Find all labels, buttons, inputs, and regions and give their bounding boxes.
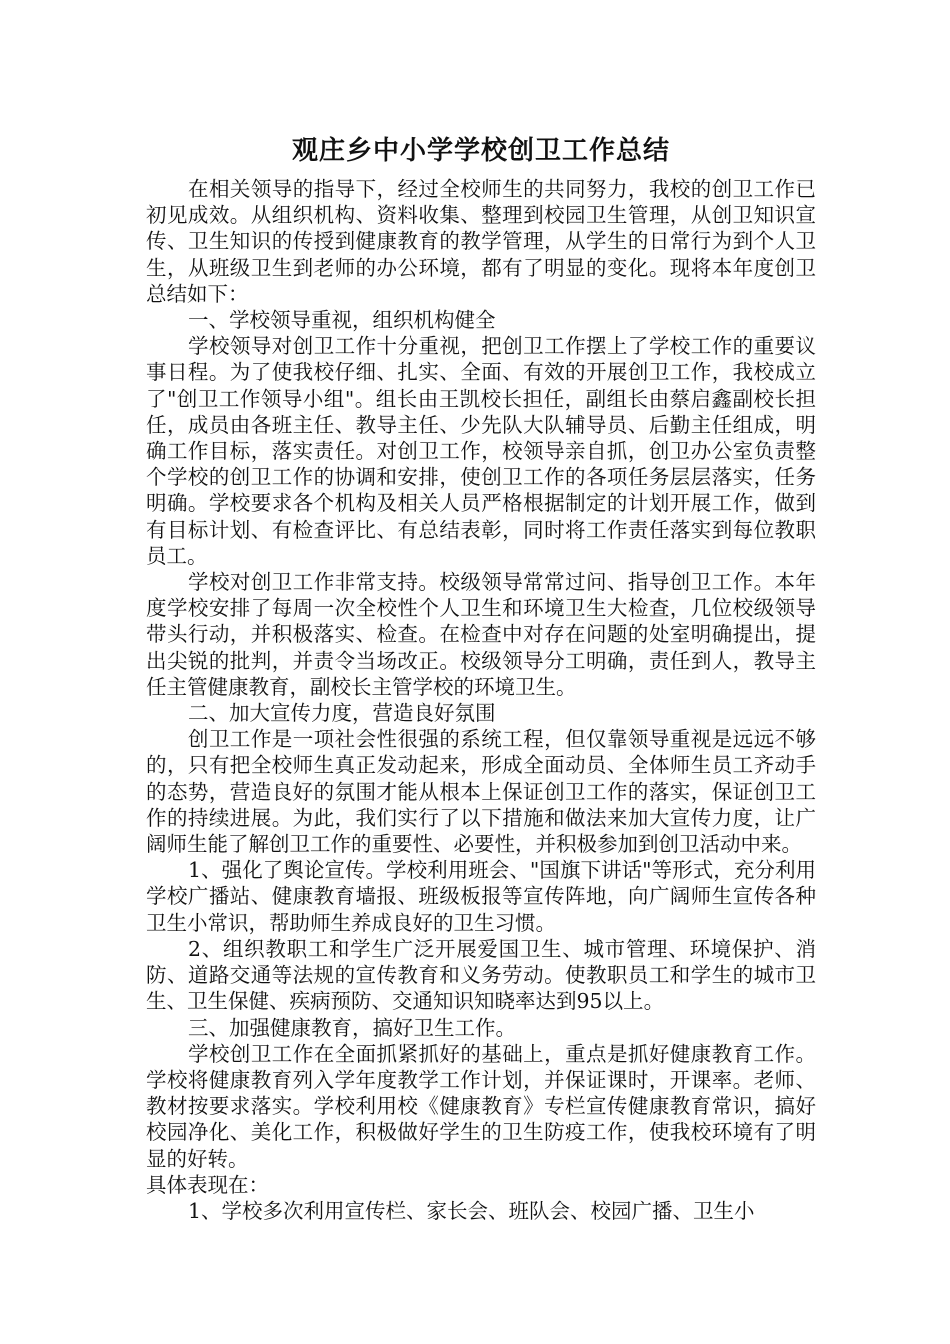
paragraph: 1、学校多次利用宣传栏、家长会、班队会、校园广播、卫生小 [188,1198,755,1223]
paragraph: 二、加大宣传力度，营造良好氛围 [188,701,496,726]
document-body [146,128,816,1224]
paragraph: 1、强化了舆论宣传。学校利用班会、"国旗下讲话"等形式，充分利用学校广播站、健康教育墙报、班级板报等宣传阵地，向广阔师生宣传各种卫生小常识，帮助师生养成良好的卫生习惯。 [146,858,816,935]
paragraph: 创卫工作是一项社会性很强的系统工程，但仅靠领导重视是远远不够的，只有把全校师生真正发动起来，形成全面动员、全体师生员工齐动手的态势，营造良好的氛围才能从根本上保证创卫工作的落实，保证创卫工作的持续进展。为此，我们实行了以下措施和做法来加大宣传力度，让广阔师生能了解创卫工作的重要性、必要性，并积极参加到创卫活动中来。 [146,727,816,857]
paragraph: 具体表现在： [146,1172,269,1197]
paragraph: 学校创卫工作在全面抓紧抓好的基础上，重点是抓好健康教育工作。学校将健康教育列入学年度教学工作计划，并保证课时，开课率。老师、教材按要求落实。学校利用校《健康教育》专栏宣传健康教育常识，搞好校园净化、美化工作，积极做好学生的卫生防疫工作，使我校环境有了明显的好转。 [146,1041,816,1171]
paragraph: 三、加强健康教育，搞好卫生工作。 [188,1015,516,1040]
paragraph: 学校领导对创卫工作十分重视，把创卫工作摆上了学校工作的重要议事日程。为了使我校仔细、扎实、全面、有效的开展创卫工作，我校成立了"创卫工作领导小组"。组长由王凯校长担任，副组长由蔡启鑫副校长担任，成员由各班主任、教导主任、少先队大队辅导员、后勤主任组成，明确工作目标，落实责任。对创卫工作，校领导亲自抓，创卫办公室负责整个学校的创卫工作的协调和安排，使创卫工作的各项任务层层落实，任务明确。学校要求各个机构及相关人员严格根据制定的计划开展工作，做到有目标计划、有检查评比、有总结表彰，同时将工作责任落实到每位教职员工。 [146,334,816,568]
paragraph: 学校对创卫工作非常支持。校级领导常常过问、指导创卫工作。本年度学校安排了每周一次全校性个人卫生和环境卫生大检查，几位校级领导带头行动，并积极落实、检查。在检查中对存在问题的处室明确提出，提出尖锐的批判，并责令当场改正。校级领导分工明确，责任到人，教导主任主管健康教育，副校长主管学校的环境卫生。 [146,570,816,699]
paragraph: 一、学校领导重视，组织机构健全 [188,308,496,333]
paragraph: 在相关领导的指导下，经过全校师生的共同努力，我校的创卫工作已初见成效。从组织机构、资料收集、整理到校园卫生管理，从创卫知识宣传、卫生知识的传授到健康教育的教学管理，从学生的日常行为到个人卫生，从班级卫生到老师的办公环境，都有了明显的变化。现将本年度创卫总结如下： [146,177,816,306]
paragraph-list [146,176,816,1224]
paragraph: 2、组织教职工和学生广泛开展爱国卫生、城市管理、环境保护、消防、道路交通等法规的宣传教育和义务劳动。使教职员工和学生的城市卫生、卫生保健、疾病预防、交通知识知晓率达到95以上。 [146,936,816,1014]
document-title: 观庄乡中小学学校创卫工作总结 [291,136,670,166]
